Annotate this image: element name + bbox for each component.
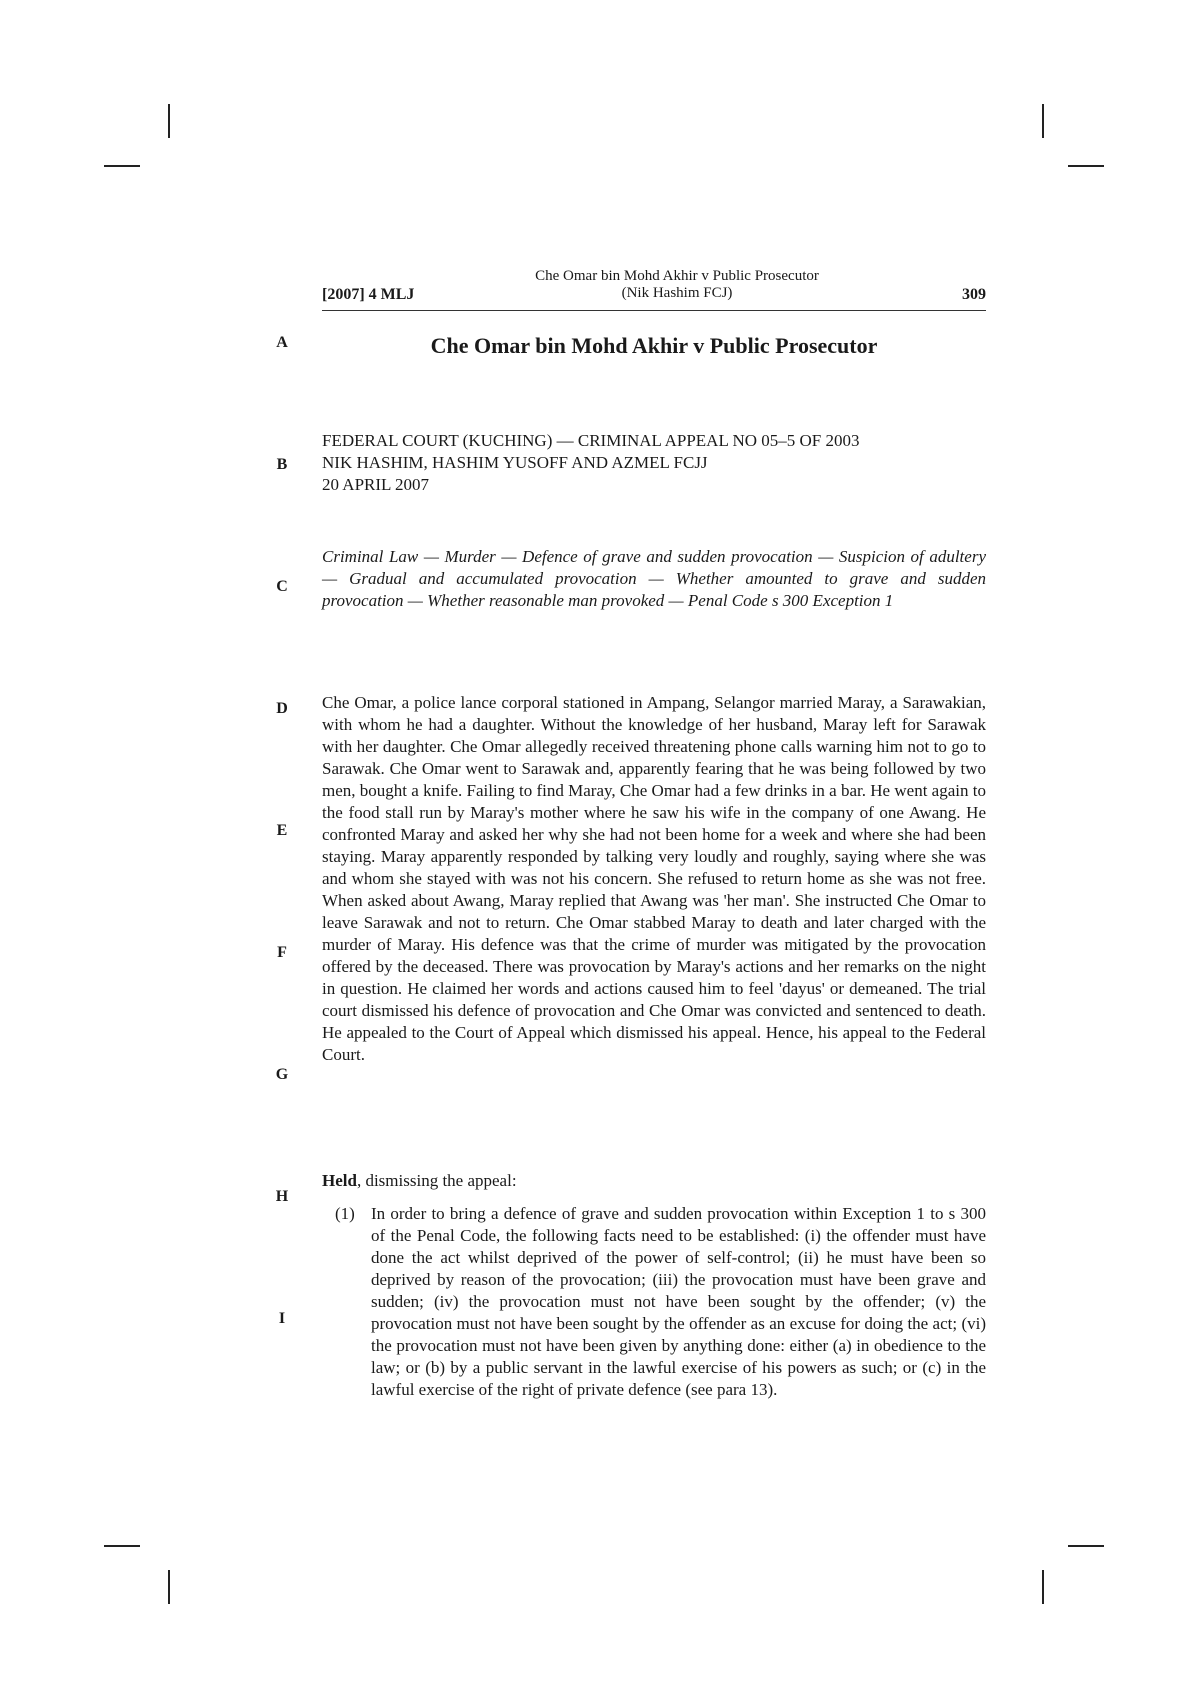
court-and-appeal-number: FEDERAL COURT (KUCHING) — CRIMINAL APPEAL NO 05–5 OF 2003 bbox=[322, 431, 860, 450]
holding-number: (1) bbox=[335, 1204, 355, 1223]
margin-letter-d: D bbox=[276, 700, 288, 717]
held-line bbox=[322, 1170, 986, 1192]
running-header bbox=[322, 268, 986, 311]
margin-letter-g: G bbox=[275, 1066, 289, 1083]
crop-mark-top-right-horizontal bbox=[1068, 165, 1104, 167]
court-details bbox=[322, 430, 992, 496]
margin-letter-f: F bbox=[277, 944, 287, 961]
case-title: Che Omar bin Mohd Akhir v Public Prosecutor bbox=[430, 333, 878, 358]
journal-citation: [2007] 4 MLJ bbox=[322, 286, 415, 303]
crop-mark-top-right-vertical bbox=[1042, 104, 1044, 138]
page-number: 309 bbox=[962, 286, 986, 303]
crop-mark-bottom-right-vertical bbox=[1042, 1570, 1044, 1604]
crop-mark-bottom-right-horizontal bbox=[1068, 1545, 1104, 1547]
held-text: , dismissing the appeal: bbox=[356, 1171, 517, 1190]
catchwords: Criminal Law — Murder — Defence of grave and sudden provocation — Suspicion of adultery — Gradual and accumulated provocation — Whether amounted to grave and sudden provocation — Whether reasonable man provoked — Penal Code s 300 Exception 1 bbox=[322, 547, 986, 610]
headnote-facts: Che Omar, a police lance corporal stationed in Ampang, Selangor married Maray, a Sarawakian, with whom he had a daughter. Without the knowledge of her husband, Maray left for Sarawak with her daughter. Che Omar allegedly received threatening phone calls warning him not to go to Sarawak. Che Omar went to Sarawak and, apparently fearing that he was being followed by two men, bought a knife. Failing to find Maray, Che Omar had a few drinks in a bar. He went again to the food stall run by Maray's mother where he saw his wife in the company of one Awang. He confronted Maray and asked her why she had not been home for a week and where she had been staying. Maray apparently responded by talking very loudly and roughly, saying where she was and whom she stayed with was not his concern. She refused to return home as she was not free. When asked about Awang, Maray replied that Awang was 'her man'. She instructed Che Omar to leave Sarawak and not to return. Che Omar stabbed Maray to death and later charged with the murder of Maray. His defence was that the crime of murder was mitigated by the provocation offered by the deceased. There was provocation by Maray's actions and her remarks on the night in question. He claimed her words and actions caused him to feel 'dayus' or demeaned. The trial court dismissed his defence of provocation and Che Omar was convicted and sentenced to death. He appealed to the Court of Appeal which dismissed his appeal. Hence, his appeal to the Federal Court. bbox=[322, 693, 986, 1064]
held-label: Held bbox=[322, 1171, 357, 1190]
coram-judges: NIK HASHIM, HASHIM YUSOFF AND AZMEL FCJJ bbox=[322, 453, 708, 472]
holding-item bbox=[322, 1203, 986, 1401]
margin-letter-h: H bbox=[275, 1188, 289, 1205]
running-head-center bbox=[492, 268, 862, 302]
margin-letter-b: B bbox=[276, 456, 288, 473]
running-head-case-name: Che Omar bin Mohd Akhir v Public Prosecutor bbox=[535, 268, 819, 284]
margin-letter-a: A bbox=[276, 334, 288, 351]
crop-mark-bottom-left-vertical bbox=[168, 1570, 170, 1604]
margin-letter-i: I bbox=[278, 1310, 286, 1327]
holding-text: In order to bring a defence of grave and sudden provocation within Exception 1 to s 300 of the Penal Code, the following facts need to be established: (i) the offender must have done the act whilst deprived of the power of self-control; (ii) he must have been so deprived by reason of the provocation; (iii) the provocation must have been grave and sudden; (iv) the provocation must not have been sought by the offender; (v) the provocation must not have been sought by the offender as an excuse for doing the act; (vi) the provocation must not have been given by anything done: either (a) in obedience to the law; or (b) by a public servant in the lawful exercise of his powers as such; or (c) in the lawful exercise of the right of private defence (see para 13). bbox=[371, 1204, 986, 1399]
crop-mark-top-left-vertical bbox=[168, 104, 170, 138]
margin-letter-e: E bbox=[276, 822, 288, 839]
judgment-date: 20 APRIL 2007 bbox=[322, 475, 430, 494]
running-head-judge: (Nik Hashim FCJ) bbox=[621, 285, 733, 301]
crop-mark-bottom-left-horizontal bbox=[104, 1545, 140, 1547]
crop-mark-top-left-horizontal bbox=[104, 165, 140, 167]
margin-letter-c: C bbox=[276, 578, 288, 595]
